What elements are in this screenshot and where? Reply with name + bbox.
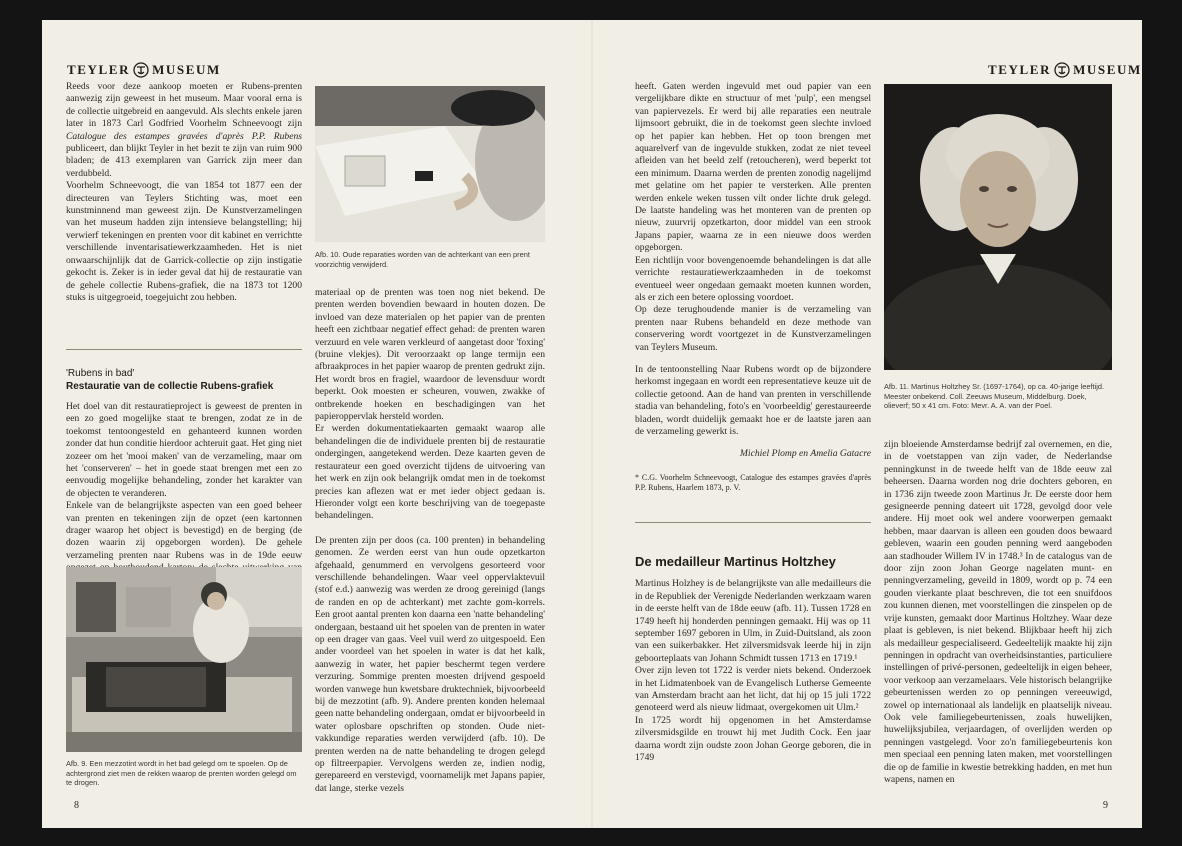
page-right	[593, 20, 1142, 828]
paragraph: Op deze terughoudende manier is de verzameling van prenten naar Rubens behandeld en deze methode van conservering wordt voortgezet in de Kunstverzamelingen van Teylers Museum.	[635, 304, 871, 353]
paragraph: Martinus Holzhey is de belangrijkste van alle medailleurs die in de Republiek der Verenigde Nederlanden werkzaam waren in de eerste helft van de 18de eeuw (afb. 11). Tussen 1728 en 1749 heeft hij honderden penningen gemaakt. Hij was op 11 september 1697 geboren in Ulm, in Zuid-Duitsland, als zoon van een suikerbakker. Het zilversmidsvak leerde hij in zijn geboorteplaats van Johann Schmidt tussen 1713 en 1719.¹	[635, 578, 871, 664]
paragraph: materiaal op de prenten was toen nog niet bekend. De prenten werden bovendien bewaard in houten dozen. De invloed van deze materialen op het papier van de prenten heeft een zichtbaar negatief effect gehad: de prenten waren verzuurd en vele waren verkleurd of aangetast door 'foxing' (bruine vlekjes). Dit veroorzaakt op lange termijn een afbraakproces in het papier waarop de prenten gedrukt zijn. Het wordt bros en fragiel, waardoor de levensduur wordt beperkt. Ook moesten er scheuren, vouwen, zwakke of ontbrekende hoeken en beschadigingen van het papieroppervlak hersteld worden.	[315, 287, 545, 423]
masthead-right	[988, 62, 1142, 78]
left-col-2	[315, 287, 545, 795]
paragraph: Reeds voor deze aankoop moeten er Rubens-prenten aanwezig zijn geweest in het museum. Maar vooral erna is de collectie uitgebreid en aangevuld. Als slechts enkele jaren later in 1873 Carl Godfried Voorhelm Schneevoogt zijn Catalogue des estampes gravées d'après P.P. Rubens publiceert, dan blijkt Teyler in het bezit te zijn van ruim 900 bladen; de 413 exemplaren van Garrick zijn meer dan verdubbeld.	[66, 81, 302, 179]
page-number-left: 8	[74, 800, 79, 811]
teyler-logo-icon	[133, 62, 149, 78]
masthead-word-museum: MUSEUM	[1073, 62, 1142, 77]
right-col-1	[635, 81, 871, 494]
subhead-title: 'Rubens in bad'	[66, 368, 135, 379]
paragraph: Er werden dokumentatiekaarten gemaakt waarop alle behandelingen die de individuele prenten bij de restauratie ondergingen, aangetekend werden. Deze kaarten geven de restaurateur een goed overzicht tijdens de uitvoering van het werk en zijn ook belangrijk omdat men in de toekomst precies kan aflezen wat er met ieder object gedaan is. Hieronder volgt een korte beschrijving van de toegepaste behandelingen.	[315, 423, 545, 522]
teyler-logo-icon	[1054, 62, 1070, 78]
photo-afb-10	[315, 86, 545, 242]
paragraph: De prenten zijn per doos (ca. 100 prenten) in behandeling genomen. Ze werden eerst van hun oude opzetkarton afgehaald, genummerd en vervolgens gesorteerd voor verschillende behandelingen. Waar veel oppervlaktevuil (stof e.d.) aanwezig was werden ze droog gereinigd (langs de randen en op de achterkant) met zachte gom-korrels. Een groot aantal prenten kon daarna een 'natte behandeling' ondergaan, bestaand uit het spoelen van de prenten in water op een drager van gaas. Veel vuil werd zo uitgespoeld. Een ander voordeel van het spoelen in water is dat het kalk, aanwezig in water, het papier beschermt tegen verdere verzuring. Sommige prenten moesten drijvend gespoeld worden vanwege hun kwetsbare druktechniek, bijvoorbeeld bij de mezzotint (afb. 9). Andere prenten konden helemaal geen natte behandeling ondergaan, omdat er bijvoorbeeld in water oplosbare opschriften op stonden. Oude niet-vakkundige reparaties werden verwijderd (afb. 10). De prenten werden na de natte behandeling te drogen gelegd op filtreerpapier. Vervolgens werden ze, indien nodig, gerepareerd en verstevigd, voornamelijk met Japans papier, dat lange, sterke vezels	[315, 534, 545, 794]
paragraph: In 1725 wordt hij opgenomen in het Amsterdamse zilversmidsgilde en trouwt hij met Judith Cock. Een jaar daarna wordt zijn oudste zoon Johan George geboren, die in 1749	[635, 714, 871, 764]
caption-afb-9: Afb. 9. Een mezzotint wordt in het bad gelegd om te spoelen. Op de achtergrond ziet men de rekken waarop de prenten worden gelegd om te drogen.	[66, 759, 297, 788]
page-number-right: 9	[1103, 800, 1108, 811]
author-signature: Michiel Plomp en Amelia Gatacre	[739, 448, 871, 460]
subhead-subtitle: Restauratie van de collectie Rubens-grafiek	[66, 380, 274, 392]
photo-afb-9	[66, 567, 302, 752]
masthead-word-teyler: TEYLER	[988, 62, 1052, 77]
portrait-holtzhey-image	[884, 84, 1112, 370]
paragraph: In de tentoonstelling Naar Rubens wordt op de bijzondere herkomst ingegaan en wordt een representatieve keuze uit de collectie getoond. Aan de hand van prenten in verschillende stadia van behandeling, foto's en 'voorbeeldig' gerestaureerde bladen, wordt duidelijk gemaakt hoe er de laatste jaren aan de verzameling gewerkt is.	[635, 363, 871, 437]
paragraph: Voorhelm Schneevoogt, die van 1854 tot 1877 een der directeuren van Teylers Stichting was, moet een kunstminnend man geweest zijn. De Kunstverzamelingen van het museum hadden zijn intensieve belangstelling; hij verwierf tekeningen en prenten voor dit kabinet en verrichtte verschillende inventarisatiewerkzaamheden. Het is niet onwaarschijnlijk dat de Garrick-collectie op zijn instigatie gekocht is. Zeker is in ieder geval dat hij de restauratie van de gehele collectie Rubens-grafiek, die na 1873 tot 1200 stuks is uitgegroeid, toegejuicht zou hebben.	[66, 180, 302, 303]
right-col-1b	[635, 556, 871, 765]
divider	[66, 349, 302, 350]
divider	[635, 522, 871, 523]
paragraph: Een richtlijn voor bovengenoemde behandelingen is dat alle verrichte restauratiewerkzaamheden in de toekomst eventueel weer ongedaan gemaakt moeten kunnen worden, als er zich een betere oplossing voordoet.	[635, 254, 871, 303]
paragraph: Over zijn leven tot 1722 is verder niets bekend. Onderzoek in het Lidmatenboek van de Evangelisch Lutherse Gemeente van Amsterdam bracht aan het licht, dat hij op 15 juli 1722 genoteerd werd als nieuw lidmaat, overgekomen uit Ulm.²	[635, 665, 871, 714]
masthead-word-teyler: TEYLER	[67, 62, 131, 77]
photo-rinsing-print-image	[66, 567, 302, 752]
left-col-1	[66, 81, 302, 304]
article-heading: De medailleur Martinus Holtzhey	[635, 554, 836, 569]
masthead-word-museum: MUSEUM	[152, 62, 221, 77]
paragraph: heeft. Gaten werden ingevuld met oud papier van een vergelijkbare dikte en structuur of met 'pulp', een mengsel van papiervezels. Er werd bij alle reparaties een neutrale lijmsoort gebruikt, die in de toekomst geen slechte invloed op het papier kan hebben. Het op toon brengen met aquarelverf van de ingevulde stukken, zodat ze niet teveel afleiden van het beeld zelf (retoucheren), werd beperkt tot een minimum. Daarna werden de prenten zonodig nagelijmd met gelatine om het papier te versterken. Alle prenten werden enkele weken tussen vilt onder lichte druk gelegd. De laatste handeling was het monteren van de prenten op nieuw, zuurvrij opzetkarton, door middel van een strook Japans papier, waarna ze in een nieuwe doos werden opgeborgen.	[635, 81, 871, 254]
photo-afb-11	[884, 84, 1112, 370]
paragraph: zijn bloeiende Amsterdamse bedrijf zal overnemen, en die, in de voetstappen van zijn vader, de Nederlandse penningkunst in de tweede helft van de 18de eeuw zal beheersen. Daarna worden nog drie dochters geboren, en in 1736 zijn tweede zoon Martinus Jr. De eerste door hem gesigneerde penning dateert uit 1728, gevolgd door vele andere. Hij moet ook wel andere voorwerpen gemaakt hebben, maar daarvan is alleen een gouden doos bewaard gebleven, waarin een gouden penning werd aangeboden aan stadhouder Willem IV in 1748.³ In de catalogus van de door zijn zoon Johan George nagelaten munt- en penningverzameling, geveild in 1809, wordt op p. 74 een gouden vierkante plaat beschreven, die tot een snuifdoos zou kunnen dienen, met voorstellingen die zinspelen op de vrije kunsten, gemaakt door Martinus Holtzhey. Waar deze plaat is gebleven, is niet bekend. Blijkbaar heeft hij zich als medailleur gespecialiseerd. Gedeeltelijk maakte hij zijn penningen in opdracht van overheidsinstanties, particuliere instellingen of privé-personen, gedeeltelijk in eigen beheer, voor verkoop aan verzamelaars. Vele historisch belangrijke gebeurtenissen werden zo op penningen vereeuwigd, zowel op internationaal als landelijk en plaatselijk niveau. Ook vele familiegebeurtenissen, zoals huwelijken, huwelijksjubilea, verjaardagen, of overlijden werden op penningen vastgelegd. Voor zo'n familiegebeurtenis kon men speciaal een penning laten maken, met voorstellingen die op de familie in kwestie betrekking hadden, en met hun wapens, namen en	[884, 439, 1112, 785]
paragraph: Enkele van de belangrijkste aspecten van een goed beheer van prenten en tekeningen zijn de opzet (een kartonnen drager waarop het object is bevestigd) en de berging (de dozen waarin zij opgeborgen worden). De gehele verzameling prenten naar Rubens was in de 19de eeuw	[66, 500, 302, 561]
photo-repair-image	[315, 86, 545, 242]
paragraph: Het doel van dit restauratieproject is geweest de prenten in een zo goed mogelijke staat te brengen, zodat ze in de toekomst tentoongesteld en gehanteerd kunnen worden zonder dat hun conditie hierdoor achteruit gaat. Het ging niet zozeer om het 'mooi maken' van de verzameling, maar om het 'conserveren' – het in goede staat brengen met een zo eenvoudig mogelijke behandeling, zonder het karakter van de objecten te veranderen.	[66, 401, 302, 499]
masthead-left	[67, 62, 221, 78]
section-subhead	[66, 368, 302, 393]
caption-afb-10: Afb. 10. Oude reparaties worden van de achterkant van een prent voorzichtig verwijderd.	[315, 250, 530, 269]
left-col-1b	[66, 368, 302, 587]
right-col-2	[884, 439, 1112, 786]
caption-afb-11: Afb. 11. Martinus Holtzhey Sr. (1697-1764), op ca. 40-jarige leeftijd. Meester onbekend. Coll. Zeeuws Museum, Middelburg. Doek, olieverf; 50 x 41 cm. Foto: Mevr. A. A. van der Poel.	[884, 382, 1105, 411]
footnote: * C.G. Voorhelm Schneevoogt, Catalogue des estampes gravées d'après P.P. Rubens, Haarlem 1873, p. V.	[635, 472, 871, 493]
page-left	[42, 20, 591, 828]
